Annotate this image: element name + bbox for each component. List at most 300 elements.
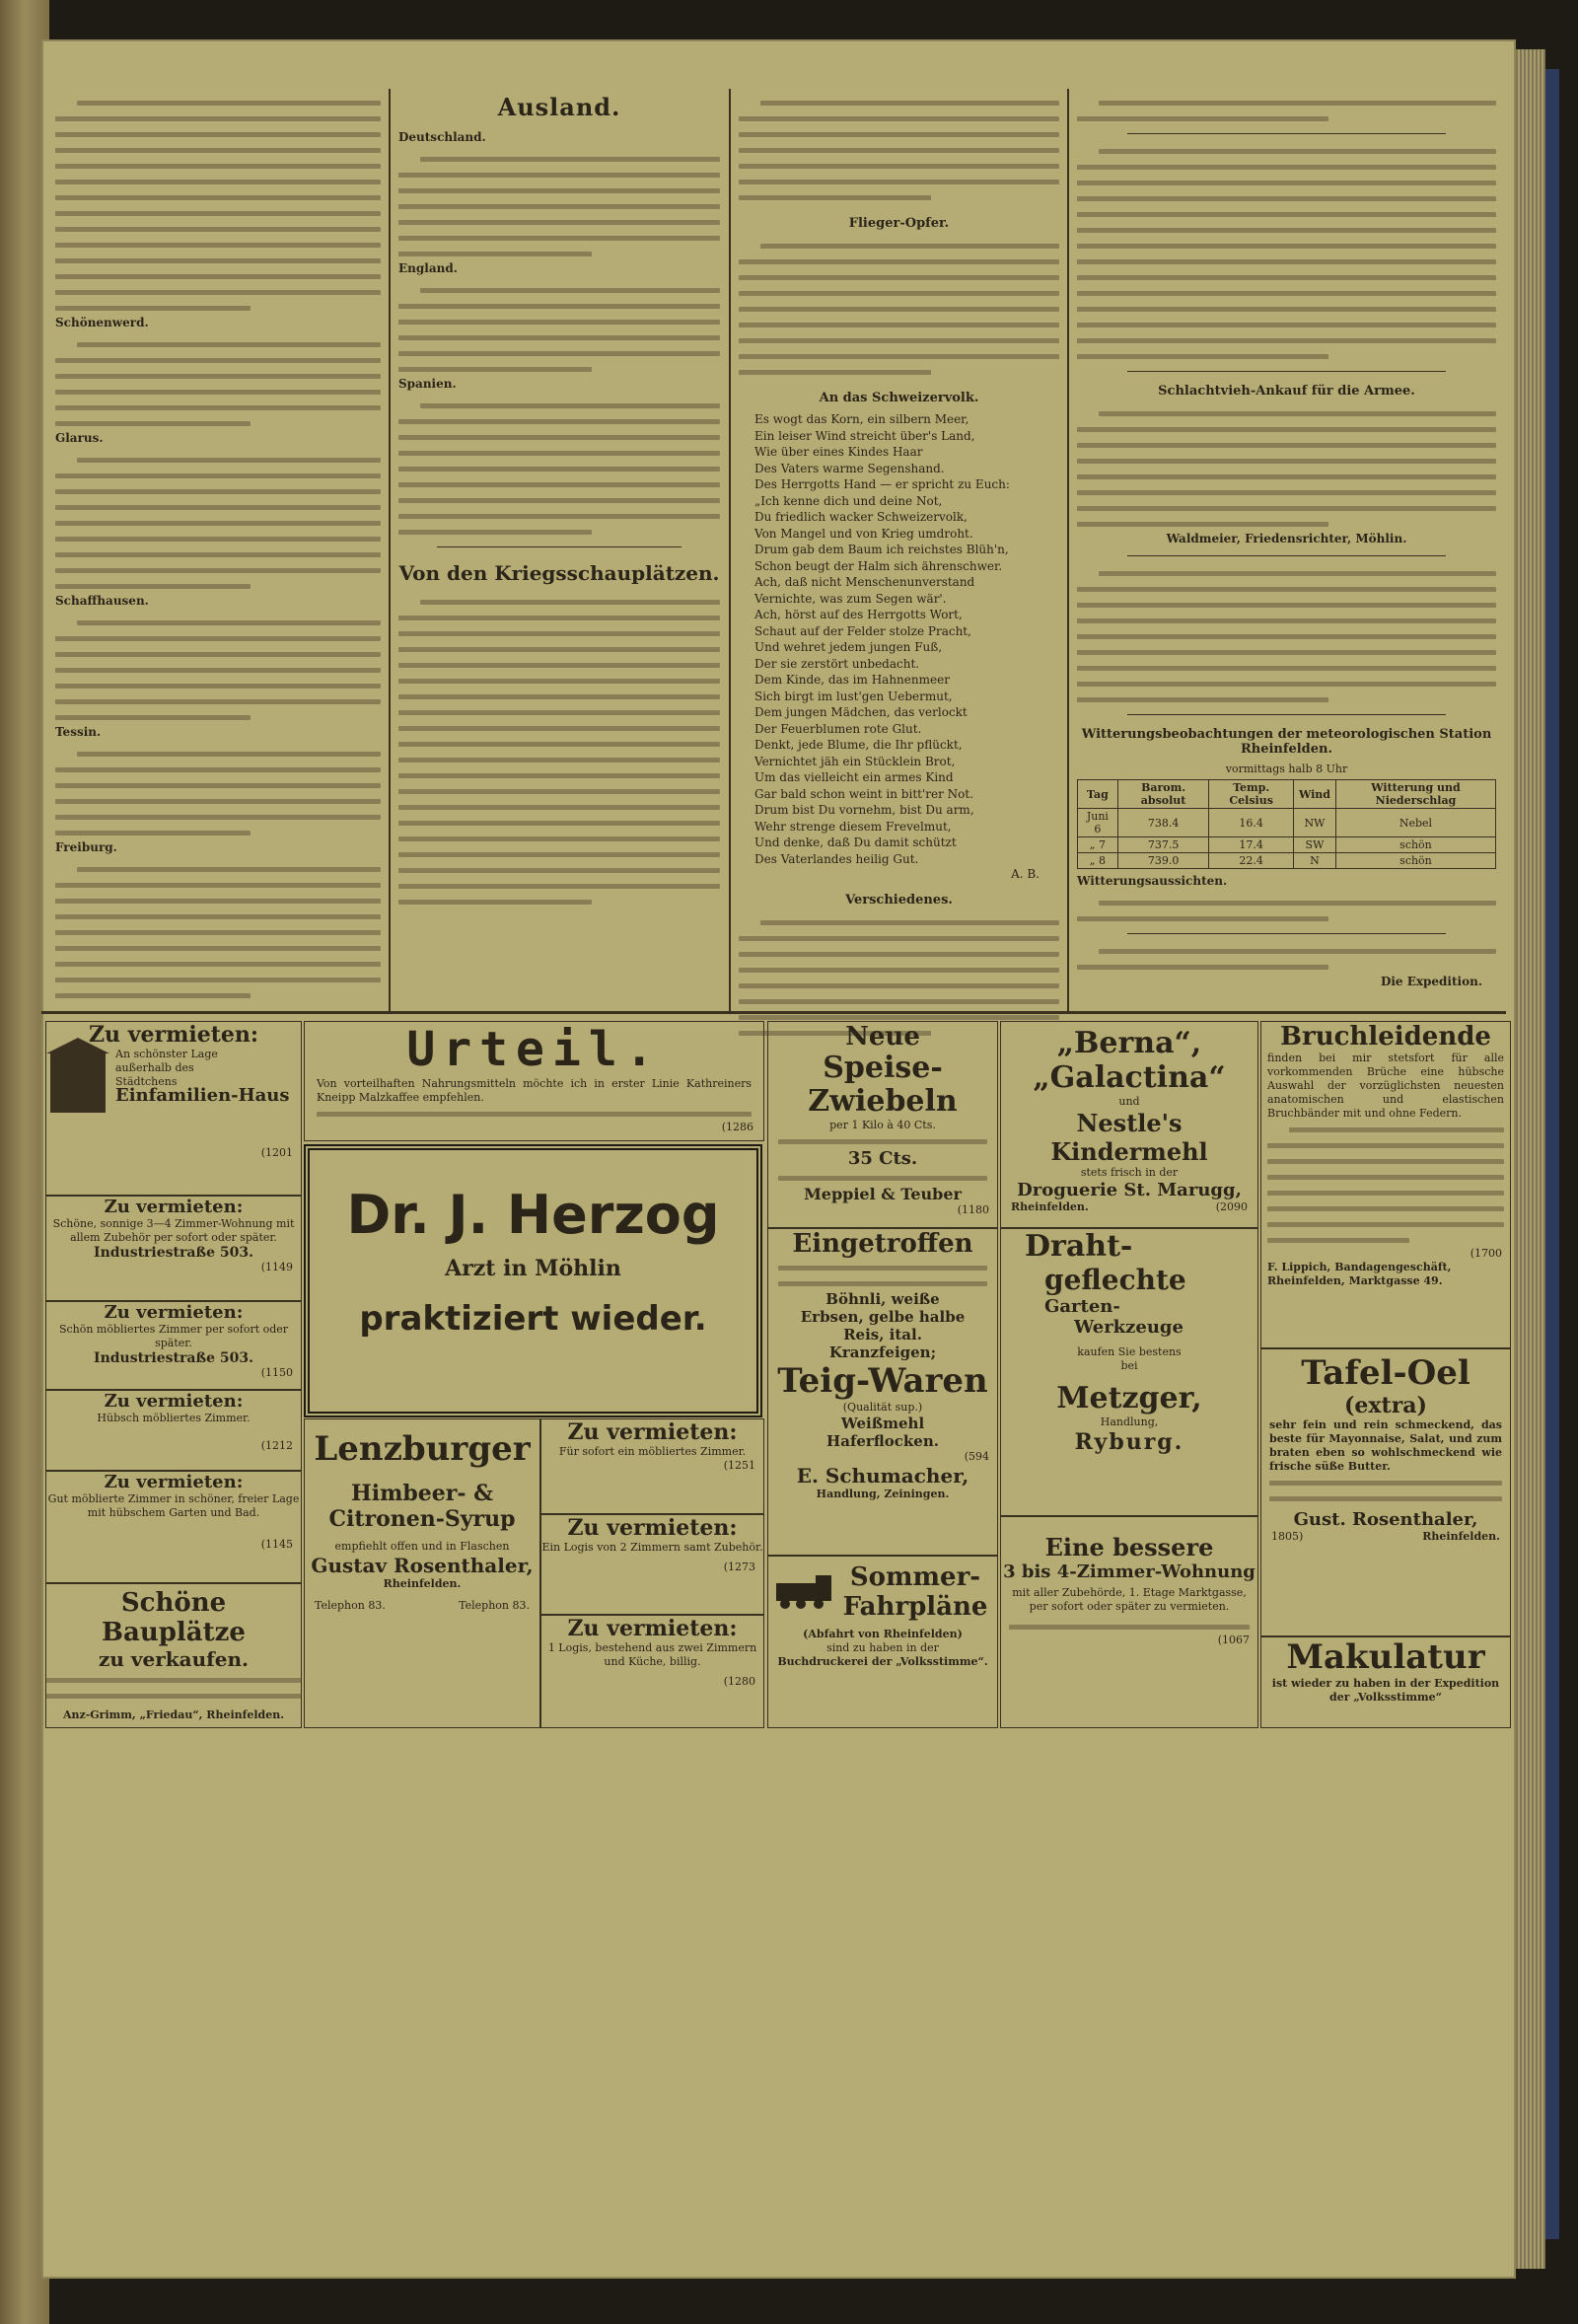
ad-number: (1251 [723,1459,755,1472]
weather-cell: 17.4 [1209,837,1294,853]
ad-address: Industriestraße 503. [94,1350,253,1366]
poem-line: Vernichte, was zum Segen wär'. [754,591,947,606]
weather-cell: 739.0 [1117,853,1209,869]
fragment-heading: Deutschland. [398,130,486,144]
ad-seller: Meppiel & Teuber [804,1185,962,1203]
ad-text: Von vorteilhaften Nahrungsmitteln möchte ich in erster Linie Kathreiners Kneipp Malzkaffee empfehlen. [317,1077,752,1104]
poem-line: Der sie zerstört unbedacht. [754,656,920,671]
divider [1127,555,1446,556]
ad-bauplaetze [45,1583,302,1728]
poem-line: Der Feuerblumen rote Glut. [754,721,922,736]
weather-cell: 22.4 [1209,853,1294,869]
text-line [55,545,381,561]
ad-title: Zu vermieten: [567,1515,738,1541]
text-line [398,428,720,444]
ad-phone: Telephon 83. [315,1599,386,1612]
text-line [739,253,1059,268]
text-line [398,877,720,893]
text-line [1077,253,1496,268]
text-line [739,363,1059,379]
ad-text: kaufen Sie bestens bei [1077,1345,1182,1372]
ad-text: empfiehlt offen und in Flaschen [334,1540,510,1553]
text-line [398,624,720,640]
text-line [739,157,1059,173]
text-line [1267,1168,1504,1184]
text-line [1077,189,1496,205]
text-line [739,913,1059,929]
ad-price: per 1 Kilo à 40 Cts. [829,1119,936,1131]
binding [1545,69,1559,2239]
ad-text: Ein Logis von 2 Zimmern samt Zubehör. [541,1541,763,1554]
ad-title: Schöne Bauplätze [102,1588,246,1647]
weather-cell: Nebel [1335,809,1495,837]
weather-row [1078,809,1496,837]
weather-title: Witterungsbeobachtungen der meteorologischen Station Rheinfelden. [1081,727,1492,757]
text-line [1077,347,1496,363]
text-line [398,444,720,460]
ad-speise-zwiebeln [767,1021,998,1228]
text-line [1077,580,1496,596]
ad-vermieten-wohnung [45,1196,302,1301]
text-line [398,751,720,766]
ad-title: „Berna“, [1056,1026,1202,1060]
text-line [55,467,381,482]
text-line [1077,174,1496,189]
ad-title: Zu vermieten: [104,1391,244,1412]
text-line [398,491,720,507]
ad-number: (1180 [957,1203,989,1216]
ad-text: 1 Logis, bestehend aus zwei Zimmern und Küche, billig. [547,1641,757,1668]
ad-title: Makulatur [1286,1637,1485,1677]
ad-text: mit aller Zubehörde, 1. Etage Marktgasse, per sofort oder später zu vermieten. [1012,1586,1247,1613]
text-line [55,399,381,414]
ad-big: Draht- [1025,1229,1133,1264]
text-line [55,109,381,125]
ad-big: Einfamilien-Haus [115,1085,290,1106]
ad-urteil [304,1021,764,1141]
text-line [55,908,381,923]
ad-seller: Buchdruckerei der „Volksstimme“. [777,1655,988,1668]
ad-bessere-wohnung [1000,1516,1258,1728]
text-line [55,267,381,283]
ad-item: Reis, ital. [843,1326,922,1344]
text-line [55,661,381,677]
text-line [739,992,1059,1008]
text-line [739,300,1059,316]
text-line [1077,404,1496,420]
text-line [398,845,720,861]
fragment-heading: Schaffhausen. [55,594,149,608]
fragment-heading: Spanien. [398,377,457,391]
ad-big: Teig-Waren [777,1361,988,1401]
text-line [1077,627,1496,643]
text-line [398,656,720,672]
text-line [398,672,720,688]
text-line [55,414,381,430]
ad-seller: F. Lippich, Bandagengeschäft, [1267,1261,1452,1273]
heading-flieger-opfer: Flieger-Opfer. [848,216,950,231]
weather-row [1078,837,1496,853]
poem-line: Es wogt das Korn, ein silbern Meer, [754,412,969,426]
ad-vermieten-zimmer-2 [45,1390,302,1471]
heading-schweizervolk: An das Schweizervolk. [819,391,979,405]
ad-text: Für sofort ein möbliertes Zimmer. [558,1445,747,1458]
text-line [1077,205,1496,221]
text-line [55,561,381,577]
ad-seller: E. Schumacher, [796,1464,969,1488]
weather-header-cell: Tag [1078,780,1118,809]
ad-number: (594 [964,1450,989,1463]
poem-line: Des Herrgotts Hand — er spricht zu Euch: [754,477,1010,491]
weather-table [1077,779,1496,869]
ad-herzog [304,1144,762,1417]
text-line [398,344,720,360]
text-line [1077,158,1496,174]
ad-title: Eine bessere [1044,1533,1214,1561]
text-line [55,955,381,971]
text-line [1077,316,1496,331]
ad-line: An schönster Lage [115,1048,218,1060]
signer: Waldmeier, Friedensrichter, Möhlin. [1166,532,1407,545]
ad-title: Urteil. [406,1022,662,1077]
text-line [55,299,381,315]
text-line [55,808,381,824]
ad-phone: Telephon 83. [459,1599,530,1612]
text-line [398,609,720,624]
ad-text: Schöne, sonnige 3—4 Zimmer-Wohnung mit allem Zubehör per sofort oder später. [52,1217,295,1244]
ad-text: finden bei mir stetsfort für alle vorkommenden Brüche eine hübsche Auswahl der vorzüglichsten neuesten anatomischen und elastischen Bruchbänder mit und ohne Federn. [1267,1052,1504,1120]
ad-big: 3 bis 4-Zimmer-Wohnung [1003,1561,1255,1582]
ad-text: stets frisch in der [1080,1166,1179,1179]
divider [1127,133,1446,134]
weather-header-cell: Temp. Celsius [1209,780,1294,809]
poem-line: Wie über eines Kindes Haar [754,445,923,459]
poem-line: Schaut auf der Felder stolze Pracht, [754,623,971,638]
text-line [1077,675,1496,690]
poem-line: Denkt, jede Blume, die Ihr pflückt, [754,738,963,752]
ad-line: außerhalb des [115,1061,194,1074]
ad-big: geflechte [1044,1264,1186,1296]
ad-makulatur [1260,1636,1511,1728]
text-line [398,313,720,328]
text-line [55,498,381,514]
ad-number: (1149 [260,1261,293,1273]
text-line [398,213,720,229]
poem-line: Du friedlich wacker Schweizervolk, [754,510,968,524]
ad-vermieten-7 [540,1514,764,1615]
column-rule [1067,89,1069,1011]
text-line [1077,94,1496,109]
text-line [739,109,1059,125]
text-line [398,507,720,523]
ad-title: Zu vermieten: [104,1472,244,1492]
ad-item: Erbsen, gelbe halbe [800,1308,966,1326]
text-line [55,614,381,629]
text-line [1077,690,1496,706]
text-line [1267,1152,1504,1168]
text-line [1267,1231,1504,1247]
poem-line: Ach, daß nicht Menschenunverstand [754,575,975,589]
poem-line: Des Vaterlandes heilig Gut. [754,851,919,866]
ad-place: Rheinfelden, Marktgasse 49. [1267,1274,1443,1287]
ad-vermieten-8 [540,1615,764,1728]
ad-seller: Metzger, [1056,1381,1202,1416]
divider [1127,714,1446,715]
text-line [739,94,1059,109]
text-line [398,640,720,656]
text-line [55,188,381,204]
ad-place: Handlung, Zeiningen. [816,1488,950,1500]
column-rule [389,89,391,1011]
text-line [55,514,381,530]
poem-line: „Ich kenne dich und deine Not, [754,493,943,508]
text-line [55,939,381,955]
text-line [398,798,720,814]
ad-sub: (Abfahrt von Rheinfelden) [803,1628,963,1640]
ad-big: Sommer-Fahrpläne [842,1562,988,1622]
text-line [55,204,381,220]
poem-line: Und denke, daß Du damit schützt [754,835,957,849]
ad-line: Städtchens [115,1075,178,1088]
fragment-heading: Freiburg. [55,840,117,854]
ad-sub: (extra) [1344,1393,1427,1418]
weather-row [1078,853,1496,869]
text-line [55,141,381,157]
text-line [55,351,381,367]
ad-number: (2090 [1215,1200,1248,1213]
expedition-sign: Die Expedition. [1380,975,1482,988]
ad-title: Zu vermieten: [89,1022,258,1048]
text-line [55,335,381,351]
text-line [55,745,381,761]
ad-vermieten-zimmer-3 [45,1471,302,1583]
text-line [55,530,381,545]
text-line [1077,268,1496,284]
text-line [739,173,1059,188]
ad-title: Neue [845,1022,920,1052]
ad-sub: Handlung, [1100,1416,1159,1428]
text-line [398,523,720,539]
text-line [1077,909,1496,925]
ad-big: Speise-Zwiebeln [808,1051,958,1119]
ad-address: Anz-Grimm, „Friedau“, Rheinfelden. [62,1708,285,1721]
poem-line: Schon beugt der Halm sich ährenschwer. [754,558,1003,573]
text-line [739,188,1059,204]
ad-seller: Gustav Rosenthaler, [311,1554,534,1577]
text-line [1267,1184,1504,1199]
text-line [739,961,1059,977]
text-line [55,220,381,236]
text-line [398,397,720,412]
ad-title: Zu vermieten: [104,1302,244,1323]
text-line [739,977,1059,992]
text-line [398,782,720,798]
text-line [398,460,720,475]
text-line [1077,468,1496,483]
column-4 [1077,94,1496,994]
poem-line: Ein leiser Wind streicht über's Land, [754,428,975,443]
ad-tafel-oel [1260,1348,1511,1636]
ad-bruchleidende [1260,1021,1511,1348]
ad-vermieten-haus [45,1021,302,1196]
ad-seller: Gust. Rosenthaler, [1293,1509,1478,1530]
weather-cell: NW [1293,809,1335,837]
text-line [1077,894,1496,909]
text-line [55,761,381,776]
ad-berna-galactina [1000,1021,1258,1228]
ad-address: Industriestraße 503. [94,1245,253,1261]
ad-sommer-fahrplaene [767,1556,998,1728]
text-line [739,929,1059,945]
poem-signature: A. B. [1011,867,1040,881]
text-line [55,824,381,839]
heading-verschiedenes: Verschiedenes. [845,893,953,908]
outlook-label: Witterungsaussichten. [1077,874,1228,888]
text-line [739,284,1059,300]
ad-number: (1212 [260,1439,293,1452]
text-line [1267,1215,1504,1231]
ad-drahtgeflechte [1000,1228,1258,1516]
text-line [1077,499,1496,515]
ad-item: Kranzfeigen; [828,1344,937,1361]
weather-cell: Juni 6 [1078,809,1118,837]
newspaper-page [41,39,1516,2279]
weather-cell: „ 8 [1078,853,1118,869]
text-line [739,316,1059,331]
ad-title: Bruchleidende [1280,1022,1491,1052]
weather-cell: SW [1293,837,1335,853]
poem-line: Dem Kinde, das im Hahnenmeer [754,673,950,687]
text-line [739,237,1059,253]
ad-number: 1805) [1271,1530,1304,1543]
weather-cell: 16.4 [1209,809,1294,837]
text-line [55,776,381,792]
text-line [55,986,381,1002]
text-line [1077,659,1496,675]
ad-lenzburger [304,1418,540,1728]
text-line [55,94,381,109]
text-line [55,283,381,299]
text-line [1077,958,1496,974]
poem-line: Drum bist Du vornehm, bist Du arm, [754,803,974,817]
ad-item: Haferflocken. [826,1432,939,1450]
text-line [398,150,720,166]
ad-item: Böhnli, weiße [825,1290,940,1308]
text-line [55,157,381,173]
ad-title: Eingetroffen [792,1229,973,1259]
ad-title: Zu vermieten: [567,1616,738,1641]
fragment-heading: Tessin. [55,725,102,739]
text-line [398,688,720,703]
ad-place: Ryburg. [1074,1429,1184,1455]
text-line [398,281,720,297]
text-line [398,814,720,830]
ad-place: Rheinfelden. [1011,1200,1089,1213]
text-line [739,347,1059,363]
text-line [739,331,1059,347]
text-line [398,830,720,845]
text-line [1077,142,1496,158]
text-line [739,945,1059,961]
fragment-heading: Glarus. [55,431,104,445]
ad-item: Weißmehl [840,1415,925,1432]
ad-title: Dr. J. Herzog [346,1184,720,1246]
text-line [55,451,381,467]
weather-header-cell: Wind [1293,780,1335,809]
poem-line: Wehr strenge diesem Frevelmut, [754,819,952,834]
ad-text: Schön möbliertes Zimmer per sofort oder später. [58,1323,289,1349]
text-line [1077,109,1496,125]
text-line [1077,221,1496,237]
ad-title: Nestle's Kindermehl [1050,1109,1208,1166]
text-line [1077,300,1496,316]
ad-title: Zu vermieten: [567,1419,738,1445]
ad-title: Zu vermieten: [104,1197,244,1217]
text-line [55,482,381,498]
text-line [1077,515,1496,531]
ad-number: (1273 [723,1561,755,1573]
poem-line: Dem jungen Mädchen, das verlockt [754,705,968,719]
ad-price: 35 Cts. [847,1148,918,1169]
text-line [1077,284,1496,300]
locomotive-icon [776,1575,835,1609]
text-line [1267,1121,1504,1136]
ad-number: (1145 [260,1538,293,1551]
poem-line: Von Mangel und von Krieg umdroht. [754,526,973,541]
text-line [398,593,720,609]
text-line [739,141,1059,157]
text-line [55,708,381,724]
ad-sub: (Qualität sup.) [842,1401,923,1414]
page-edges [1516,49,1545,2269]
text-line [55,792,381,808]
column-3 [739,94,1059,1040]
poem-line: Sich birgt im lust'gen Uebermut, [754,689,953,703]
ad-number: (1201 [260,1146,293,1159]
poem-line: Gar bald schon weint in bitt'rer Not. [754,786,974,801]
text-line [398,766,720,782]
text-line [1077,564,1496,580]
weather-cell: schön [1335,837,1495,853]
divider [1127,933,1446,934]
fragment-heading: England. [398,261,458,275]
text-line [398,735,720,751]
ad-line: Himbeer- & [350,1481,494,1506]
ad-place: Rheinfelden. [1422,1530,1500,1543]
weather-header-cell: Barom. absolut [1117,780,1209,809]
text-line [55,383,381,399]
heading-kriegsschauplaetze: Von den Kriegsschauplätzen. [398,561,720,585]
text-line [55,876,381,892]
text-line [1077,596,1496,612]
ad-title: Tafel-Oel [1301,1353,1470,1393]
text-line [1077,331,1496,347]
text-line [398,197,720,213]
text-line [1077,612,1496,627]
text-line [398,182,720,197]
text-line [1077,942,1496,958]
ad-number: (1067 [1217,1634,1250,1646]
weather-cell: 738.4 [1117,809,1209,837]
text-line [55,860,381,876]
ad-text: Hübsch möbliertes Zimmer. [97,1412,251,1424]
text-line [55,577,381,593]
text-line [398,297,720,313]
heading-ausland: Ausland. [497,93,621,121]
text-line [55,971,381,986]
house-icon [50,1052,106,1113]
text-line [1077,483,1496,499]
